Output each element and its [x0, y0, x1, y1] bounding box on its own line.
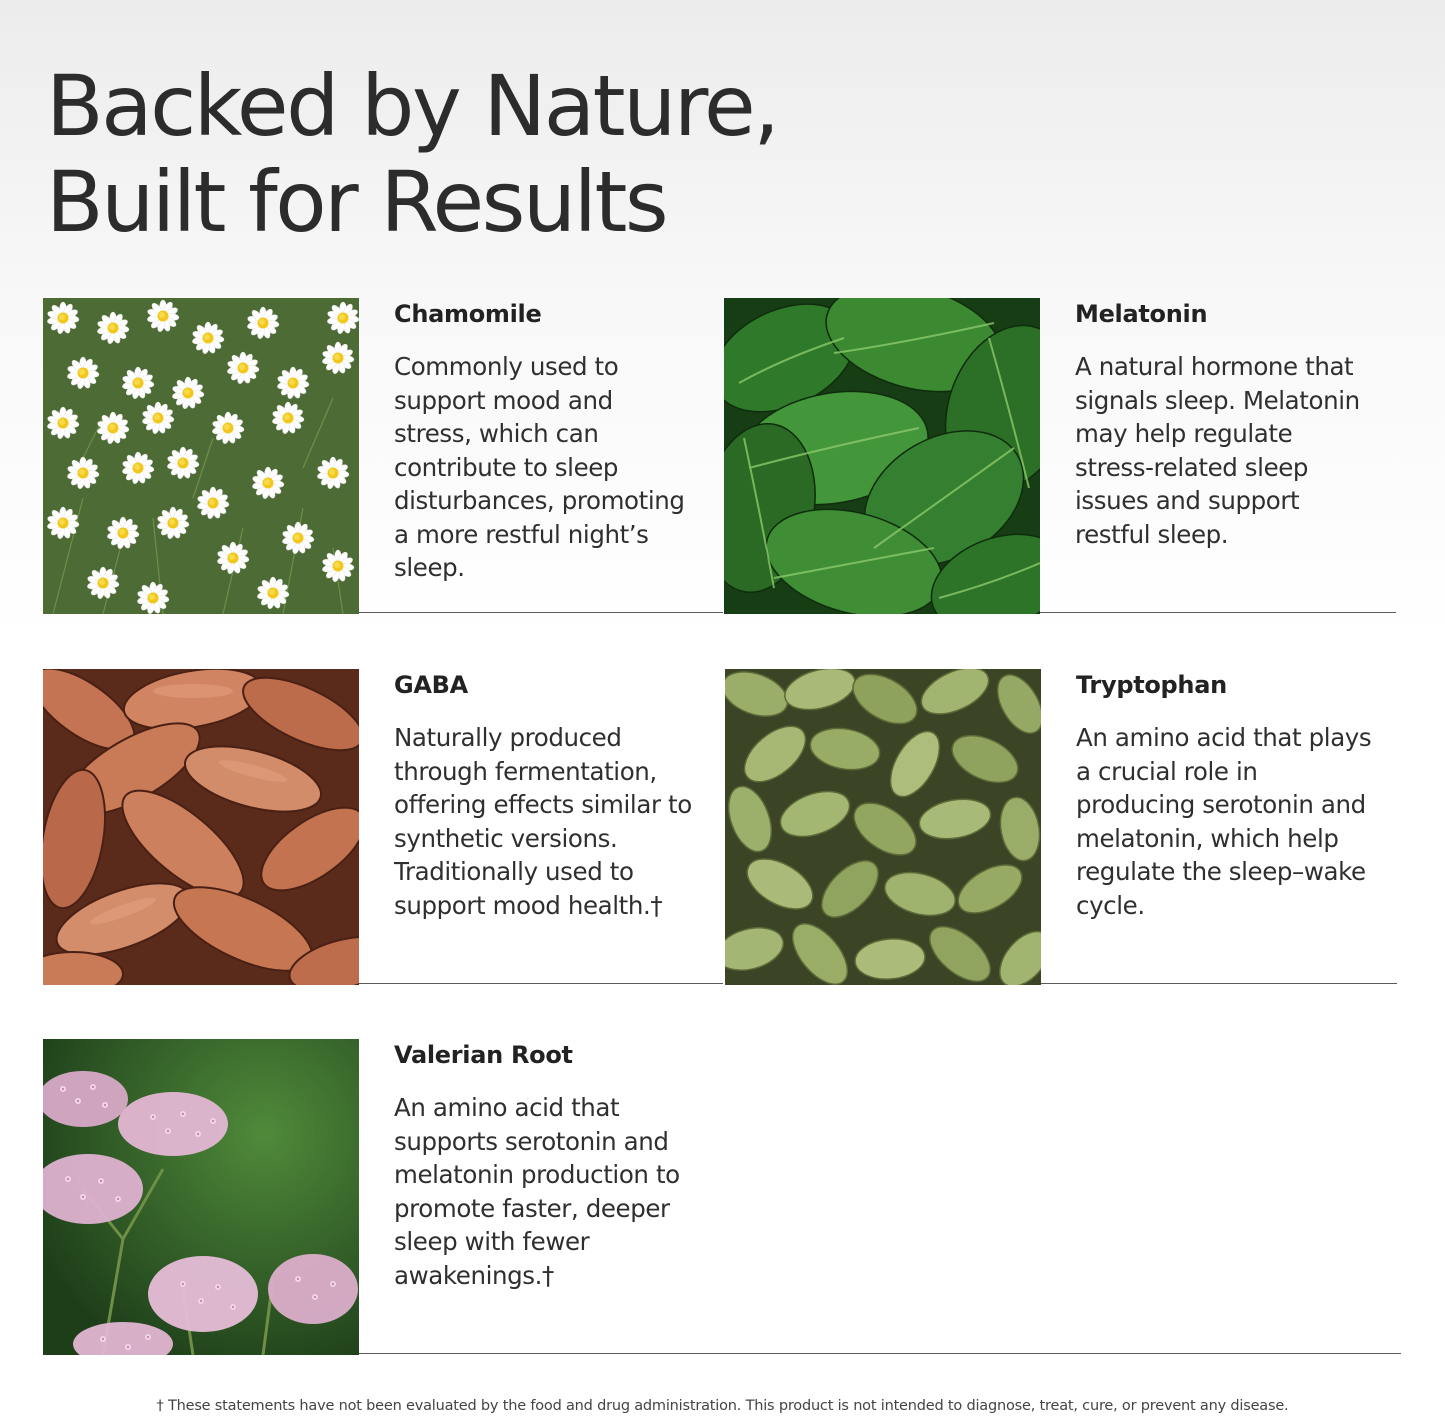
- ingredient-name: Valerian Root: [394, 1041, 573, 1069]
- valerian-flowers-illustration: [43, 1039, 359, 1355]
- melatonin-photo: [724, 298, 1040, 614]
- page-title-line-1: Backed by Nature,: [46, 57, 778, 155]
- ingredient-card-tryptophan: [725, 669, 1405, 985]
- ingredient-description: An amino acid that supports serotonin and melatonin production to promote faster, deeper sleep with fewer awakenings.†: [394, 1093, 680, 1290]
- ingredient-card-melatonin: [724, 298, 1404, 614]
- page-title: [46, 58, 777, 250]
- ingredient-description: Commonly used to support mood and stress, which can contribute to sleep disturbances, promoting a more restful night’s sleep.: [394, 352, 685, 582]
- tryptophan-photo: [725, 669, 1041, 985]
- ingredient-card-chamomile: [43, 298, 723, 614]
- ingredient-name: Chamomile: [394, 300, 542, 328]
- card-divider: [1040, 612, 1396, 613]
- ingredient-card-valerian-root: [43, 1039, 723, 1355]
- chamomile-flowers-illustration: [43, 298, 359, 614]
- card-divider: [359, 1353, 1401, 1354]
- card-divider: [359, 612, 723, 613]
- valerian-root-photo: [43, 1039, 359, 1355]
- ingredient-card-gaba: [43, 669, 723, 985]
- ingredient-name: GABA: [394, 671, 468, 699]
- chamomile-photo: [43, 298, 359, 614]
- card-divider: [359, 983, 723, 984]
- ingredient-name: Tryptophan: [1076, 671, 1227, 699]
- ingredient-description: An amino acid that plays a crucial role in producing serotonin and melatonin, which help regulate the sleep–wake cycle.: [1076, 723, 1372, 920]
- gaba-photo: [43, 669, 359, 985]
- disclaimer-footnote: † These statements have not been evaluated by the food and drug administration. This product is not intended to diagnose, treat, cure, or prevent any disease.: [156, 1398, 1289, 1414]
- spinach-leaves-illustration: [724, 298, 1040, 614]
- ingredient-description: A natural hormone that signals sleep. Melatonin may help regulate stress-related sleep issues and support restful sleep.: [1075, 352, 1360, 549]
- card-divider: [1041, 983, 1397, 984]
- page-title-line-2: Built for Results: [46, 153, 667, 251]
- pumpkin-seeds-illustration: [725, 669, 1041, 985]
- ingredient-description: Naturally produced through fermentation, offering effects similar to synthetic versions. Traditionally used to support mood health.†: [394, 723, 692, 920]
- ingredient-name: Melatonin: [1075, 300, 1208, 328]
- sweet-potatoes-illustration: [43, 669, 359, 985]
